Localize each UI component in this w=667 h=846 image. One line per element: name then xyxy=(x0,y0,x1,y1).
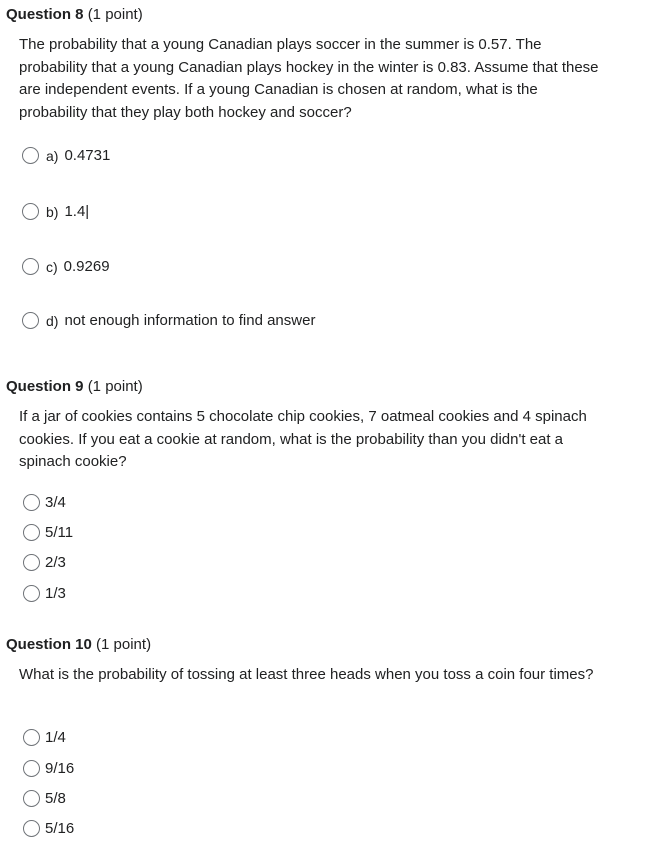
option-letter: a) xyxy=(46,147,59,164)
option-3[interactable] xyxy=(23,790,66,807)
radio-button[interactable] xyxy=(22,203,39,220)
option-value: 0.9269 xyxy=(63,258,110,275)
question-10-text: What is the probability of tossing at least three heads when you toss a coin four times? xyxy=(19,666,594,683)
question-number: Question 10 xyxy=(6,636,92,653)
option-b[interactable] xyxy=(22,203,89,220)
radio-button[interactable] xyxy=(23,585,40,602)
option-2[interactable] xyxy=(23,524,73,541)
option-a[interactable] xyxy=(22,147,110,164)
question-10-title xyxy=(6,636,151,654)
option-value: 5/11 xyxy=(45,524,74,541)
radio-button[interactable] xyxy=(23,820,40,837)
option-value: 1.4| xyxy=(64,203,90,220)
option-value: 2/3 xyxy=(45,554,66,571)
option-value: 9/16 xyxy=(45,760,75,777)
radio-button[interactable] xyxy=(23,494,40,511)
question-number: Question 8 xyxy=(6,6,84,23)
option-value: 5/8 xyxy=(45,790,66,807)
question-9-title xyxy=(6,378,143,396)
option-4[interactable] xyxy=(23,820,74,837)
radio-button[interactable] xyxy=(22,258,39,275)
option-1[interactable] xyxy=(23,729,66,746)
option-3[interactable] xyxy=(23,554,66,571)
option-4[interactable] xyxy=(23,585,66,602)
option-letter: c) xyxy=(46,258,58,275)
question-points: (1 point) xyxy=(96,636,152,653)
question-points: (1 point) xyxy=(87,6,143,23)
option-d[interactable] xyxy=(22,312,315,329)
option-value: not enough information to find answer xyxy=(64,312,316,329)
option-1[interactable] xyxy=(23,494,66,511)
radio-button[interactable] xyxy=(22,147,39,164)
radio-button[interactable] xyxy=(23,554,40,571)
question-number: Question 9 xyxy=(6,378,84,395)
radio-button[interactable] xyxy=(22,312,39,329)
radio-button[interactable] xyxy=(23,524,40,541)
option-2[interactable] xyxy=(23,760,74,777)
option-value: 1/3 xyxy=(45,585,66,602)
option-value: 5/16 xyxy=(45,820,75,837)
question-9-text: If a jar of cookies contains 5 chocolate chip cookies, 7 oatmeal cookies and 4 spinach cookies. If you eat a cookie at random, what is the probability than you didn't eat a spinach cookie? xyxy=(19,408,587,470)
question-points: (1 point) xyxy=(87,378,143,395)
radio-button[interactable] xyxy=(23,760,40,777)
option-value: 3/4 xyxy=(45,494,66,511)
option-value: 0.4731 xyxy=(64,147,111,164)
radio-button[interactable] xyxy=(23,790,40,807)
question-8-text: The probability that a young Canadian plays soccer in the summer is 0.57. The probability that a young Canadian plays hockey in the winter is 0.83. Assume that these are independent events. If a young Canadian is chosen at random, what is the probability that they play both hockey and soccer? xyxy=(19,36,599,121)
option-letter: d) xyxy=(46,312,59,329)
option-value: 1/4 xyxy=(45,729,66,746)
option-letter: b) xyxy=(46,203,59,220)
question-8-title xyxy=(6,6,143,24)
option-c[interactable] xyxy=(22,258,110,275)
radio-button[interactable] xyxy=(23,729,40,746)
